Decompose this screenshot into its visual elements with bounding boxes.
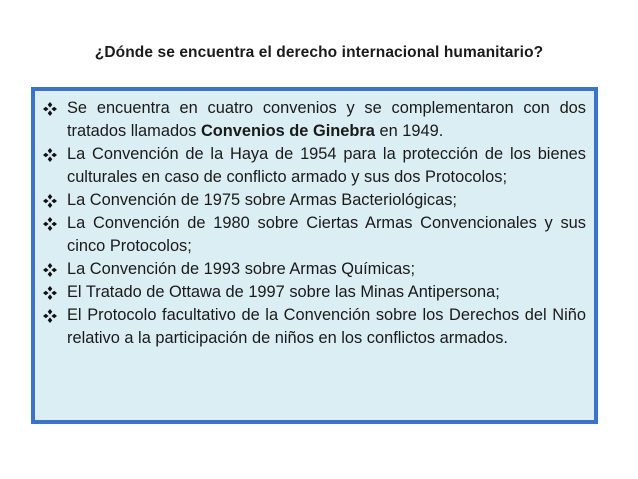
item-text-after: en 1949. (374, 122, 444, 140)
item-text-bold: Convenios de Ginebra (200, 122, 375, 140)
four-diamond-bullet-icon (42, 212, 67, 235)
four-diamond-bullet-icon (42, 281, 67, 304)
item-text-before: La Convención de la Haya de 1954 para la protección de los bienes culturales en caso de conflicto armado y sus dos Protocolos; (67, 145, 586, 186)
list-item-text (67, 143, 586, 189)
list-item (42, 304, 586, 350)
list-item (42, 258, 586, 281)
list-item-text (67, 97, 586, 143)
item-text-before: Se encuentra en cuatro convenios y se complementaron con dos tratados llamados (67, 99, 586, 140)
item-text-before: La Convención de 1975 sobre Armas Bacteriológicas; (67, 191, 457, 209)
item-text-before: El Protocolo facultativo de la Convención sobre los Derechos del Niño relativo a la participación de niños en los conflictos armados. (67, 306, 586, 347)
list-item-text (67, 281, 586, 304)
list-item-text (67, 189, 586, 212)
list-item (42, 143, 586, 189)
slide-title: ¿Dónde se encuentra el derecho internacional humanitario? (94, 44, 544, 61)
content-box (31, 87, 598, 424)
four-diamond-bullet-icon (42, 97, 67, 120)
list-item (42, 212, 586, 258)
list-item-text (67, 258, 586, 281)
list-item-text (67, 212, 586, 258)
item-text-before: La Convención de 1980 sobre Ciertas Armas Convencionales y sus cinco Protocolos; (67, 214, 586, 255)
item-text-before: El Tratado de Ottawa de 1997 sobre las Minas Antipersona; (67, 283, 500, 301)
list-item (42, 189, 586, 212)
item-text-before: La Convención de 1993 sobre Armas Químicas; (67, 260, 416, 278)
list-item-text (67, 304, 586, 350)
four-diamond-bullet-icon (42, 143, 67, 166)
four-diamond-bullet-icon (42, 189, 67, 212)
list-item (42, 97, 586, 143)
four-diamond-bullet-icon (42, 258, 67, 281)
list-item (42, 281, 586, 304)
four-diamond-bullet-icon (42, 304, 67, 327)
